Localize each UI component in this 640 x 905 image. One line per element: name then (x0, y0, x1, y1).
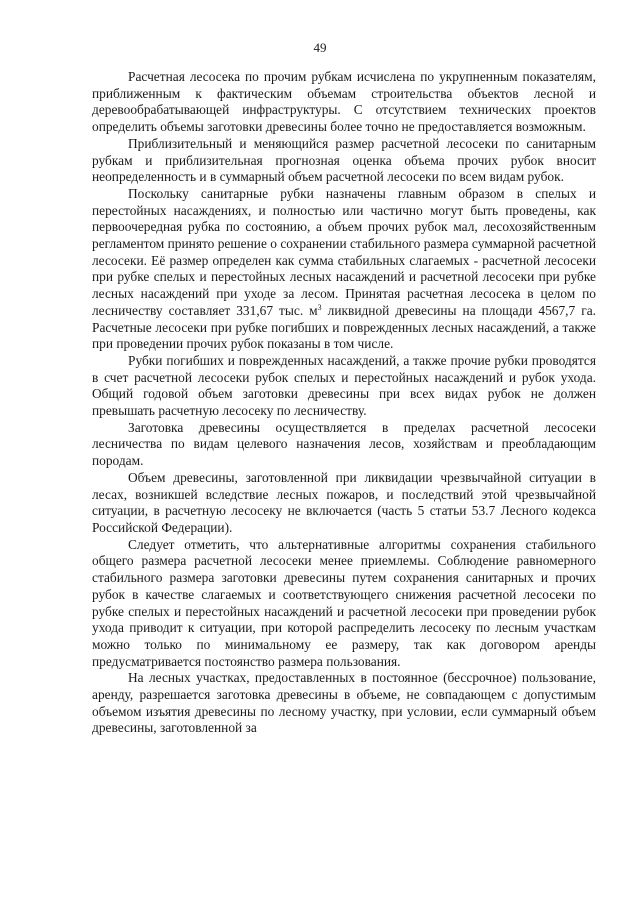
paragraph-8: На лесных участках, предоставленных в постоянное (бессрочное) пользование, аренду, разрешается заготовка древесины в объеме, не совпадающем с допустимым объемом изъятия древесины по лесному участку, при условии, если суммарный объем древесины, заготовленной за (92, 670, 596, 736)
paragraph-1: Расчетная лесосека по прочим рубкам исчислена по укрупненным показателям, приближенным к фактическим объемам строительства объектов лесной и деревообрабатывающей инфраструктуры. С отсутствием технических проектов определить объемы заготовки древесины более точно не предоставляется возможным. (92, 69, 596, 135)
paragraph-7: Следует отметить, что альтернативные алгоритмы сохранения стабильного общего размера расчетной лесосеки менее приемлемы. Соблюдение равномерного стабильного размера заготовки древесины путем сохранения санитарных и прочих рубок в качестве слагаемых и соответствующего снижения расчетной лесосеки по рубке спелых и перестойных насаждений и расчетной лесосеки при проведении рубок ухода приводит к ситуации, при которой распределить лесосеку по лесным участкам можно только по минимальному ее размеру, так как договором аренды предусматривается постоянство размера пользования. (92, 536, 596, 669)
paragraph-2: Приблизительный и меняющийся размер расчетной лесосеки по санитарным рубкам и приблизительная прогнозная оценка объема прочих рубок вносит неопределенность и в суммарный объем расчетной лесосеки по всем видам рубок. (92, 135, 596, 185)
document-body (92, 69, 596, 737)
paragraph-3-text-after: ликвидной древесины на площади 4567,7 га. Расчетные лесосеки при рубке погибших и поврежденных лесных насаждений, а также при проведении прочих рубок показаны в том числе. (92, 302, 596, 352)
page-number: 49 (313, 40, 327, 55)
cubic-superscript: 3 (317, 302, 322, 312)
paragraph-3-text-before: Поскольку санитарные рубки назначены главным образом в спелых и перестойных насаждениях, и полностью или частично могут быть проведены, как первоочередная рубка по состоянию, а объем прочих рубок мал, лесохозяйственным регламентом принято решение о сохранении стабильного размера суммарной расчетной лесосеки. Её размер определен как сумма стабильных слагаемых - расчетной лесосеки при рубке спелых и перестойных лесных насаждений и расчетной лесосеки при рубке лесных насаждений при уходе за лесом. Принятая расчетная лесосека в целом по лесничеству составляет 331,67 тыс. м (92, 185, 596, 318)
paragraph-5: Заготовка древесины осуществляется в пределах расчетной лесосеки лесничества по видам целевого назначения лесов, хозяйствам и преобладающим породам. (92, 419, 596, 469)
paragraph-3 (92, 186, 596, 353)
paragraph-6: Объем древесины, заготовленной при ликвидации чрезвычайной ситуации в лесах, возникшей вследствие лесных пожаров, и последствий этой чрезвычайной ситуации, в расчетную лесосеку не включается (часть 5 статьи 53.7 Лесного кодекса Российской Федерации). (92, 469, 596, 535)
paragraph-4: Рубки погибших и поврежденных насаждений, а также прочие рубки проводятся в счет расчетной лесосеки рубок спелых и перестойных насаждений и рубок ухода. Общий годовой объем заготовки древесины при всех видах рубок не должен превышать расчетную лесосеку по лесничеству. (92, 352, 596, 419)
